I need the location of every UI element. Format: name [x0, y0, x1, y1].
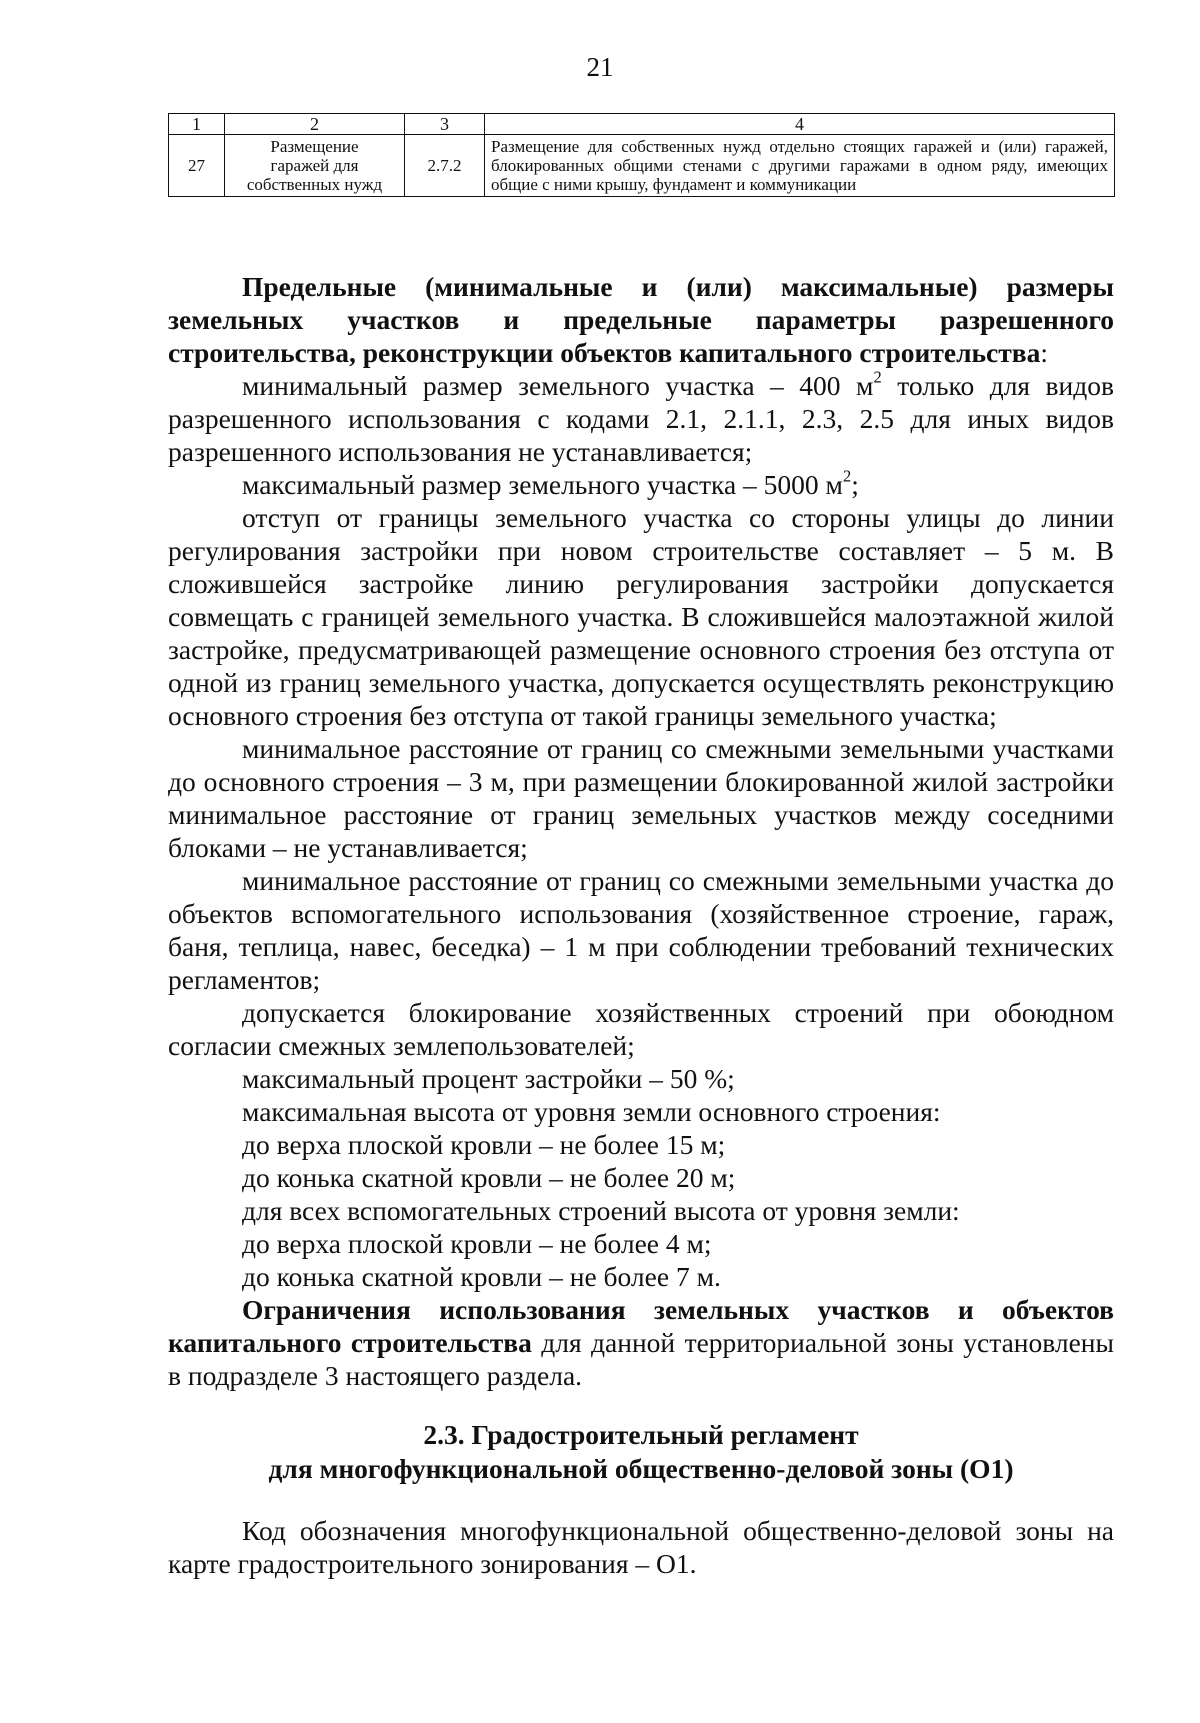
params-heading-text: Предельные (минимальные и (или) максимальные) размеры земельных участков и предельные параметры разрешенного строительства, реконструкции объектов капитального строительства	[168, 271, 1114, 368]
params-heading	[168, 270, 1114, 369]
restrictions-paragraph	[168, 1293, 1114, 1392]
zone-code-paragraph: Код обозначения многофункциональной общественно-деловой зоны на карте градостроительного зонирования – О1.	[168, 1515, 1114, 1579]
param-blocking: допускается блокирование хозяйственных строений при обоюдном согласии смежных землепользователей;	[168, 997, 1114, 1061]
param-max-coverage: максимальный процент застройки – 50 %;	[242, 1063, 735, 1094]
table-header-cell: 2	[225, 114, 405, 135]
spacer	[168, 1486, 1114, 1514]
table-header-row	[169, 114, 1115, 135]
page-number: 21	[586, 52, 614, 82]
param-pitched-roof-main: до конька скатной кровли – не более 20 м;	[242, 1162, 736, 1193]
param-min-distance-aux: минимальное расстояние от границ со смежными земельными участка до объектов вспомогательного использования (хозяйственное строение, гараж, баня, теплица, навес, беседка) – 1 м при соблюдении требований технических регламентов;	[168, 865, 1114, 995]
restrictions-bold-text: Ограничения использования земельных участков и объектов капитального строительства	[168, 1294, 1114, 1358]
document-body	[168, 270, 1114, 1580]
superscript: 2	[873, 367, 882, 387]
param-min-size	[168, 369, 1114, 468]
param-min-size-text: минимальный размер земельного участка – 400 м	[242, 370, 874, 401]
param-min-distance-main: минимальное расстояние от границ со смежными земельными участками до основного строения – 3 м, при размещении блокированной жилой застройки минимальное расстояние от границ земельных участков между соседними блоками – не устанавливается;	[168, 733, 1114, 863]
table-header-cell: 1	[169, 114, 225, 135]
param-max-size-text: максимальный размер земельного участка – 5000 м	[242, 469, 843, 500]
param-min-size-text-cont: только для видов разрешенного использования с кодами 2.1, 2.1.1, 2.3, 2.5 для иных видов разрешенного использования не устанавливается;	[168, 370, 1114, 467]
table-row	[169, 135, 1115, 197]
restrictions-text: для данной территориальной зоны установлены в подразделе 3 настоящего раздела.	[168, 1327, 1114, 1391]
superscript: 2	[842, 466, 852, 486]
use-description-cell: Размещение для собственных нужд отдельно стоящих гаражей и (или) гаражей, блокированных общими стенами с другими гаражами в одном ряду, имеющих общие с ними крышу, фундамент и коммуникации	[485, 135, 1115, 197]
param-flat-roof-main: до верха плоской кровли – не более 15 м;	[242, 1129, 726, 1160]
param-setback: отступ от границы земельного участка со стороны улицы до линии регулирования застройки при новом строительстве составляет – 5 м. В сложившейся застройке линию регулирования застройки допускается совмещать с границей земельного участка. В сложившейся малоэтажной жилой застройке, предусматривающей размещение основного строения без отступа от одной из границ земельного участка, допускается осуществлять реконструкцию основного строения без отступа от такой границы земельного участка;	[168, 502, 1114, 731]
section-title	[168, 1418, 1114, 1486]
param-max-size-text-cont: ;	[851, 469, 859, 500]
params-heading-colon: :	[1040, 337, 1049, 368]
table-header-cell: 3	[405, 114, 485, 135]
row-number-cell: 27	[169, 135, 225, 197]
table-header-cell: 4	[485, 114, 1115, 135]
section-title-line-1: 2.3. Градостроительный регламент	[423, 1419, 859, 1450]
section-title-line-2: для многофункциональной общественно-деловой зоны (О1)	[268, 1453, 1014, 1484]
param-max-height: максимальная высота от уровня земли основного строения:	[242, 1096, 941, 1127]
use-name-cell: Размещение гаражей для собственных нужд	[225, 135, 405, 197]
param-flat-roof-aux: до верха плоской кровли – не более 4 м;	[242, 1228, 712, 1259]
param-max-size	[168, 468, 1114, 501]
param-aux-height: для всех вспомогательных строений высота от уровня земли:	[242, 1195, 960, 1226]
use-code-cell: 2.7.2	[405, 135, 485, 197]
land-use-table	[168, 113, 1115, 197]
param-pitched-roof-aux: до конька скатной кровли – не более 7 м.	[242, 1261, 721, 1292]
